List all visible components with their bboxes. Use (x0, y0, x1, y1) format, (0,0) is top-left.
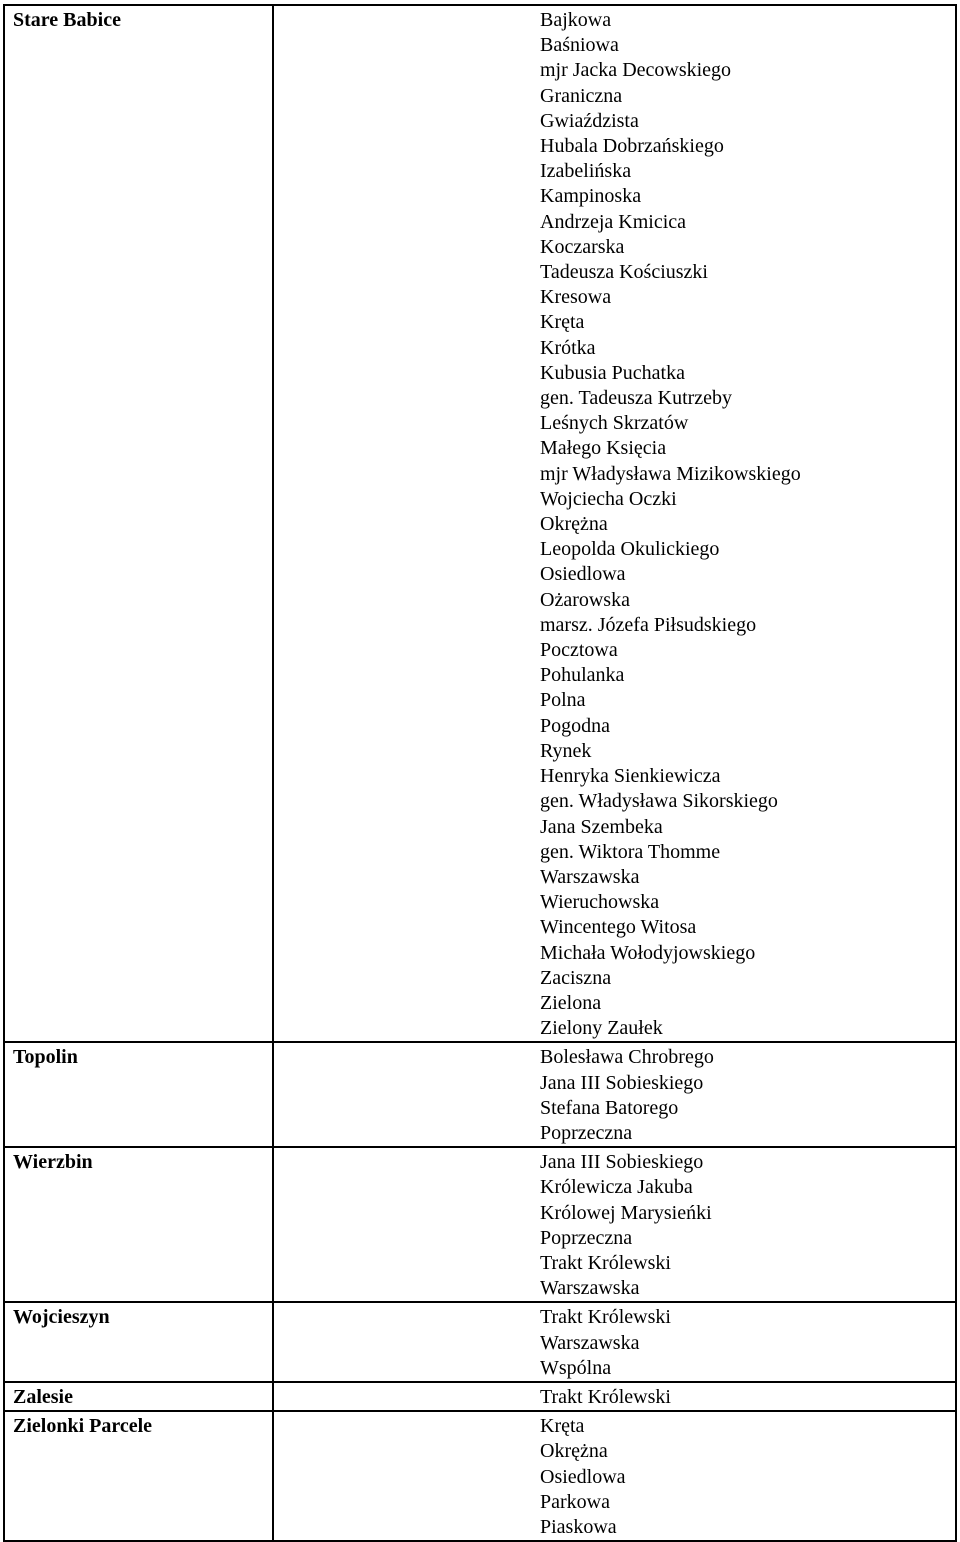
street-name: Michała Wołodyjowskiego (540, 941, 756, 964)
street-name: Koczarska (540, 235, 625, 258)
street-name: Pogodna (540, 714, 610, 737)
street-name: Izabelińska (540, 160, 632, 183)
streets-cell (273, 1382, 956, 1411)
street-name: Krótka (540, 336, 596, 359)
street-name: Trakt Królewski (540, 1306, 671, 1329)
locality-cell (4, 1042, 273, 1147)
street-name: Kresowa (540, 286, 612, 309)
streets-cell (273, 1042, 956, 1147)
street-name: Henryka Sienkiewicza (540, 765, 721, 788)
street-name: Zielony Zaułek (540, 1017, 663, 1040)
street-name: Parkowa (540, 1490, 610, 1513)
street-name: Piaskowa (540, 1515, 617, 1538)
street-name: Królewicza Jakuba (540, 1176, 693, 1199)
street-name: Bolesława Chrobrego (540, 1046, 714, 1069)
locality-name: Wierzbin (13, 1151, 93, 1174)
street-name: Bajkowa (540, 9, 612, 31)
locality-name: Stare Babice (13, 9, 121, 31)
street-name: Małego Księcia (540, 437, 667, 460)
table-row (4, 1302, 956, 1382)
street-name: marsz. Józefa Piłsudskiego (540, 613, 757, 636)
locality-name: Zalesie (13, 1385, 73, 1408)
street-name: Hubala Dobrzańskiego (540, 135, 724, 158)
street-name: gen. Wiktora Thomme (540, 840, 721, 863)
street-name: Ożarowska (540, 588, 630, 611)
street-name: mjr Jacka Decowskiego (540, 59, 732, 82)
street-name: Kubusia Puchatka (540, 361, 685, 384)
street-name: Warszawska (540, 1277, 640, 1300)
street-name: Zielona (540, 991, 602, 1014)
locality-name: Zielonki Parcele (13, 1415, 153, 1438)
street-name: Stefana Batorego (540, 1096, 679, 1119)
table-row (4, 1042, 956, 1147)
street-name: Kręta (540, 1415, 585, 1438)
street-name: gen. Władysława Sikorskiego (540, 790, 778, 813)
locality-street-table (3, 4, 957, 1542)
street-name: Gwiaździsta (540, 109, 639, 132)
street-name: Pocztowa (540, 639, 618, 662)
street-name: Królowej Marysieńki (540, 1201, 712, 1224)
locality-cell (4, 1411, 273, 1541)
table-row (4, 1382, 956, 1411)
locality-name: Topolin (13, 1046, 78, 1069)
street-name: Leopolda Okulickiego (540, 538, 720, 561)
street-name: Wspólna (540, 1356, 612, 1379)
streets-cell (273, 1302, 956, 1382)
streets-cell (273, 5, 956, 1042)
street-name: Osiedlowa (540, 563, 626, 586)
street-name: Jana III Sobieskiego (540, 1071, 704, 1094)
street-name: Okrężna (540, 1440, 608, 1463)
streets-cell (273, 1147, 956, 1302)
street-name: Kampinoska (540, 185, 642, 208)
street-name: Okrężna (540, 513, 608, 536)
street-name: Poprzeczna (540, 1226, 633, 1249)
locality-cell (4, 1302, 273, 1382)
street-name: Polna (540, 689, 586, 712)
street-name: gen. Tadeusza Kutrzeby (540, 387, 733, 410)
street-name: Graniczna (540, 84, 623, 107)
street-name: Kręta (540, 311, 585, 334)
streets-cell (273, 1411, 956, 1541)
street-name: Leśnych Skrzatów (540, 412, 689, 435)
street-name: Trakt Królewski (540, 1385, 671, 1408)
table-row (4, 1411, 956, 1541)
street-name: Poprzeczna (540, 1121, 633, 1144)
locality-cell (4, 1147, 273, 1302)
locality-name: Wojcieszyn (13, 1306, 110, 1329)
street-name: Andrzeja Kmicica (540, 210, 687, 233)
street-name: mjr Władysława Mizikowskiego (540, 462, 801, 485)
street-name: Wincentego Witosa (540, 916, 697, 939)
street-name: Wieruchowska (540, 891, 660, 914)
street-name: Rynek (540, 739, 592, 762)
locality-cell (4, 1382, 273, 1411)
table-row (4, 5, 956, 1042)
street-name: Wojciecha Oczki (540, 487, 677, 510)
table-row (4, 1147, 956, 1302)
street-name: Baśniowa (540, 34, 619, 57)
street-name: Pohulanka (540, 664, 625, 687)
locality-cell (4, 5, 273, 1042)
street-name: Zaciszna (540, 966, 612, 989)
street-name: Warszawska (540, 865, 640, 888)
table-body (4, 5, 956, 1541)
street-name: Jana III Sobieskiego (540, 1151, 704, 1174)
street-name: Osiedlowa (540, 1465, 626, 1488)
street-name: Tadeusza Kościuszki (540, 261, 708, 284)
street-name: Jana Szembeka (540, 815, 663, 838)
street-name: Trakt Królewski (540, 1251, 671, 1274)
street-name: Warszawska (540, 1331, 640, 1354)
